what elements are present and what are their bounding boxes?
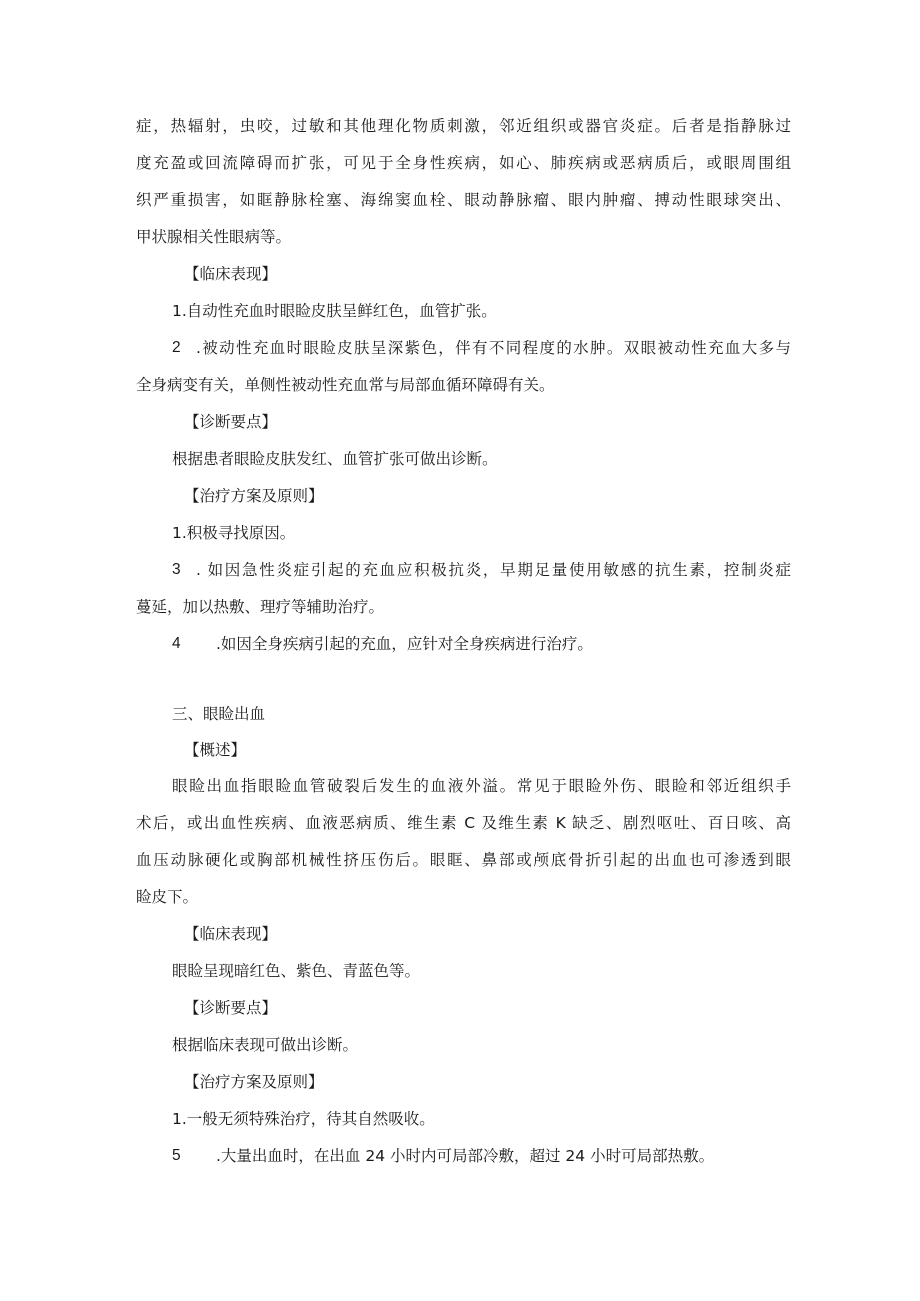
- section-heading-diagnosis: 【诊断要点】: [184, 413, 278, 431]
- section-heading-treatment: 【治疗方案及原则】: [184, 1073, 324, 1091]
- list-number: 3: [172, 561, 181, 578]
- list-number: 5: [172, 1147, 181, 1164]
- paragraph-line: 织严重损害，如眶静脉栓塞、海绵窦血栓、眼动静脉瘤、眼内肿瘤、搏动性眼球突出、: [136, 191, 791, 209]
- paragraph-line: 眼睑呈现暗红色、紫色、青蓝色等。: [172, 962, 421, 980]
- paragraph-line: 甲状腺相关性眼病等。: [136, 228, 292, 246]
- paragraph-line: 度充盈或回流障碍而扩张，可见于全身性疾病，如心、肺疾病或恶病质后，或眼周围组: [136, 154, 791, 172]
- list-item: .被动性充血时眼睑皮肤呈深紫色，伴有不同程度的水肿。双眼被动性充血大多与: [196, 339, 791, 357]
- paragraph-line: 根据患者眼睑皮肤发红、血管扩张可做出诊断。: [172, 450, 498, 468]
- section-heading-clinical: 【临床表现】: [184, 925, 278, 943]
- section-title: 三、眼睑出血: [172, 705, 266, 723]
- section-heading-overview: 【概述】: [184, 741, 247, 759]
- paragraph-line: 术后，或出血性疾病、血液恶病质、维生素 C 及维生素 K 缺乏、剧烈呕吐、百日咳、高: [136, 814, 791, 832]
- paragraph-line: 症，热辐射，虫咬，过敏和其他理化物质刺激，邻近组织或器官炎症。后者是指静脉过: [136, 117, 791, 135]
- list-item: 1.自动性充血时眼睑皮肤呈鲜红色，血管扩张。: [172, 302, 497, 320]
- paragraph-line: 全身病变有关，单侧性被动性充血常与局部血循环障碍有关。: [136, 376, 555, 394]
- list-item: .如因全身疾病引起的充血，应针对全身疾病进行治疗。: [216, 635, 593, 653]
- paragraph-line: 血压动脉硬化或胸部机械性挤压伤后。眼眶、鼻部或颅底骨折引起的出血也可渗透到眼: [136, 851, 791, 869]
- section-heading-clinical: 【临床表现】: [184, 265, 278, 283]
- paragraph-line: 睑皮下。: [136, 888, 199, 906]
- list-item: 1.一般无须特殊治疗，待其自然吸收。: [172, 1110, 435, 1128]
- list-number: 2: [172, 339, 181, 356]
- paragraph-line: 眼睑出血指眼睑血管破裂后发生的血液外溢。常见于眼睑外伤、眼睑和邻近组织手: [172, 777, 791, 795]
- section-heading-diagnosis: 【诊断要点】: [184, 999, 278, 1017]
- section-heading-treatment: 【治疗方案及原则】: [184, 487, 324, 505]
- list-item: .大量出血时，在出血 24 小时内可局部冷敷，超过 24 小时可局部热敷。: [216, 1147, 715, 1165]
- paragraph-line: 蔓延，加以热敷、理疗等辅助治疗。: [136, 598, 385, 616]
- list-item: . 如因急性炎症引起的充血应积极抗炎，早期足量使用敏感的抗生素，控制炎症: [196, 561, 791, 579]
- paragraph-line: 根据临床表现可做出诊断。: [172, 1036, 359, 1054]
- list-item: 1.积极寻找原因。: [172, 524, 296, 542]
- list-number: 4: [172, 635, 181, 652]
